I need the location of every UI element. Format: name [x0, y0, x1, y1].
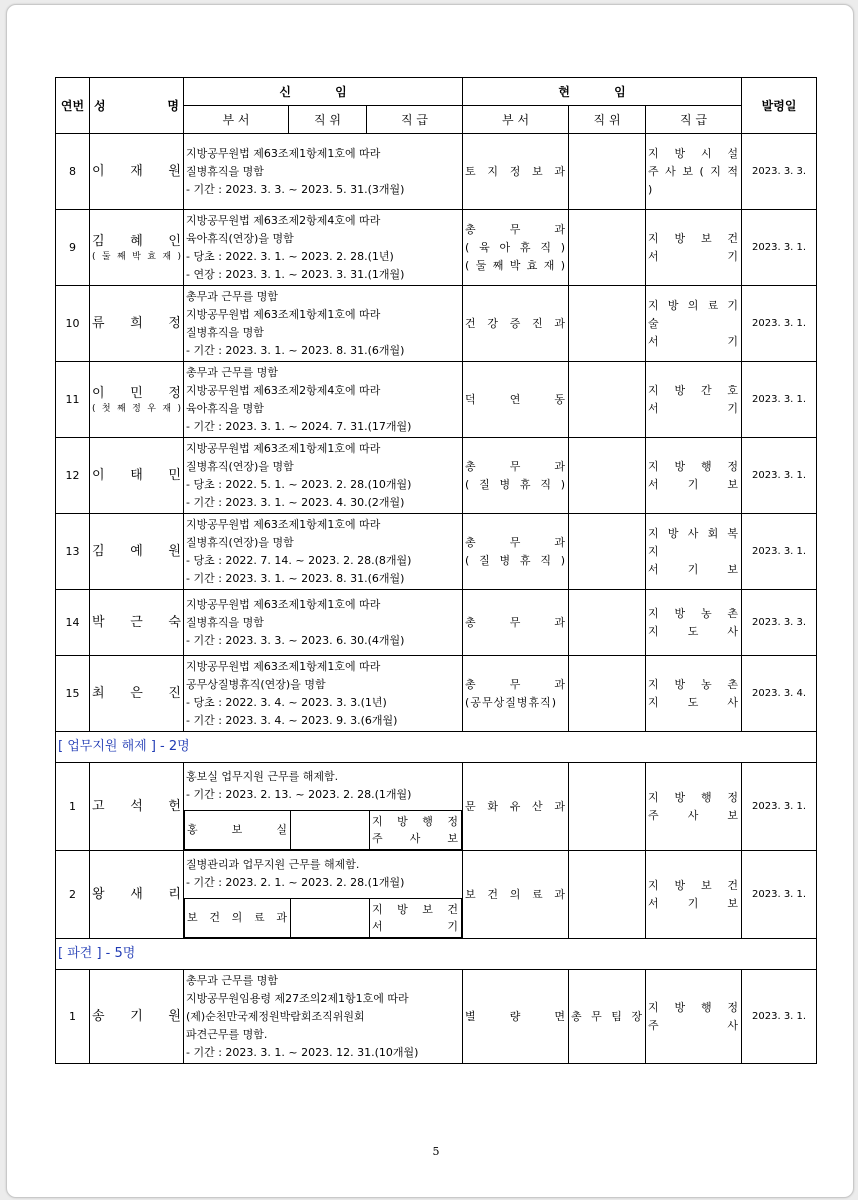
issue-date: 2023. 3. 1.	[742, 970, 817, 1064]
appointment-line: 질병관리과 업무지원 근무를 해제함.	[186, 857, 360, 871]
current-grade	[646, 763, 742, 851]
person-name	[90, 970, 184, 1064]
grade-line: 주 사 보	[372, 831, 460, 845]
name-text: 이 재 원	[92, 163, 181, 179]
appointment-line: - 기간 : 2023. 3. 1. ~ 2023. 8. 31.(6개월)	[186, 571, 405, 585]
current-grade	[646, 362, 742, 438]
appointment-line: 지방공무원법 제63조제2항제4호에 따라	[186, 383, 381, 397]
header-current-grade: 직 급	[646, 106, 742, 134]
current-dept	[463, 851, 569, 939]
issue-date: 2023. 3. 1.	[742, 851, 817, 939]
dept-line: ( 육 아 휴 직 )	[465, 240, 567, 254]
current-dept	[463, 210, 569, 286]
support-detail-table	[184, 810, 462, 850]
dept-line: 덕 연 동	[465, 392, 567, 406]
current-grade	[646, 438, 742, 514]
support-grade	[370, 810, 462, 849]
support-dept: 홍 보 실	[185, 810, 291, 849]
grade-line: 서 기	[648, 401, 740, 415]
person-name	[90, 286, 184, 362]
section-dispatch	[56, 939, 817, 970]
appointment-line: 질병휴직을 명함	[186, 325, 264, 339]
appointment-detail	[184, 134, 463, 210]
dept-line: ( 질 병 휴 직 )	[465, 553, 567, 567]
table-row	[56, 134, 817, 210]
current-grade	[646, 590, 742, 656]
appointment-line: - 기간 : 2023. 3. 3. ~ 2023. 5. 31.(3개월)	[186, 182, 405, 196]
appointment-detail	[184, 590, 463, 656]
appointment-text	[184, 852, 462, 898]
grade-line: 지 방 보 건	[648, 231, 740, 245]
issue-date: 2023. 3. 3.	[742, 590, 817, 656]
current-grade	[646, 851, 742, 939]
person-name	[90, 134, 184, 210]
current-position	[569, 134, 646, 210]
appointment-line: - 당초 : 2022. 5. 1. ~ 2023. 2. 28.(10개월)	[186, 477, 412, 491]
table-row	[56, 514, 817, 590]
current-position	[569, 438, 646, 514]
support-detail-table	[184, 898, 462, 938]
appointment-line: - 기간 : 2023. 3. 3. ~ 2023. 6. 30.(4개월)	[186, 633, 405, 647]
appointment-detail	[184, 362, 463, 438]
current-position	[569, 851, 646, 939]
table-row	[56, 362, 817, 438]
table-row	[56, 851, 817, 939]
header-name: 성 명	[90, 78, 184, 134]
table-row	[56, 210, 817, 286]
name-note: ( 첫 째 정 우 재 )	[92, 403, 181, 414]
row-number: 8	[56, 134, 90, 210]
name-text: 이 태 민	[92, 467, 181, 483]
header-new-position: 직 위	[289, 106, 367, 134]
section-title: [ 업무지원 해제 ] - 2명	[56, 732, 817, 763]
current-dept	[463, 970, 569, 1064]
current-dept	[463, 362, 569, 438]
person-name	[90, 438, 184, 514]
support-detail-row	[185, 898, 462, 937]
dept-line: 총 무 과	[465, 615, 567, 629]
section-support-release	[56, 732, 817, 763]
appointment-line: - 기간 : 2023. 2. 13. ~ 2023. 2. 28.(1개월)	[186, 787, 412, 801]
current-position	[569, 286, 646, 362]
row-number: 14	[56, 590, 90, 656]
appointment-line: 홍보실 업무지원 근무를 해제함.	[186, 769, 339, 783]
appointment-line: 육아휴직(연장)을 명함	[186, 231, 294, 245]
issue-date: 2023. 3. 1.	[742, 286, 817, 362]
dept-line: (공무상질병휴직)	[465, 695, 557, 709]
appointment-line: - 기간 : 2023. 3. 1. ~ 2023. 12. 31.(10개월)	[186, 1045, 419, 1059]
dept-line: 별 량 면	[465, 1009, 567, 1023]
appointment-line: 총무과 근무를 명함	[186, 289, 279, 303]
appointment-line: - 기간 : 2023. 2. 1. ~ 2023. 2. 28.(1개월)	[186, 875, 405, 889]
table-row	[56, 438, 817, 514]
support-grade	[370, 898, 462, 937]
current-grade	[646, 286, 742, 362]
table-row	[56, 970, 817, 1064]
current-dept	[463, 286, 569, 362]
current-dept	[463, 438, 569, 514]
person-name	[90, 590, 184, 656]
row-number: 13	[56, 514, 90, 590]
name-text: 김 혜 인	[92, 233, 181, 249]
table-row	[56, 286, 817, 362]
current-dept	[463, 656, 569, 732]
name-text: 고 석 헌	[92, 798, 181, 814]
dept-line: 문 화 유 산 과	[465, 799, 567, 813]
person-name	[90, 656, 184, 732]
grade-line: 지 도 사	[648, 624, 740, 638]
name-note: ( 둘 째 박 효 재 )	[92, 251, 181, 262]
appointment-detail	[184, 970, 463, 1064]
grade-line: 주 사 보 ( 지 적 )	[648, 164, 740, 196]
row-number: 11	[56, 362, 90, 438]
appointment-line: 지방공무원임용령 제27조의2제1항1호에 따라	[186, 991, 409, 1005]
grade-line: 지 방 간 호	[648, 383, 740, 397]
appointment-line: 공무상질병휴직(연장)을 명함	[186, 677, 326, 691]
current-position	[569, 763, 646, 851]
dept-line: 보 건 의 료 과	[465, 887, 567, 901]
name-text: 박 근 숙	[92, 614, 181, 630]
current-position	[569, 590, 646, 656]
current-position	[569, 210, 646, 286]
row-number: 2	[56, 851, 90, 939]
grade-line: 지 방 보 건	[372, 902, 460, 916]
grade-line: 주 사 보	[648, 808, 740, 822]
appointment-text	[184, 764, 462, 810]
personnel-table	[55, 77, 817, 1064]
grade-line: 서 기 보	[648, 477, 740, 491]
appointment-line: - 기간 : 2023. 3. 4. ~ 2023. 9. 3.(6개월)	[186, 713, 398, 727]
person-name	[90, 514, 184, 590]
grade-line: 주 사	[648, 1018, 740, 1032]
appointment-line: 총무과 근무를 명함	[186, 973, 279, 987]
current-grade	[646, 656, 742, 732]
grade-line: 지 방 행 정	[648, 790, 740, 804]
appointment-line: 지방공무원법 제63조제1항제1호에 따라	[186, 659, 381, 673]
current-grade	[646, 134, 742, 210]
name-text: 송 기 원	[92, 1008, 181, 1024]
appointment-line: - 기간 : 2023. 3. 1. ~ 2023. 4. 30.(2개월)	[186, 495, 405, 509]
grade-line: 지 방 의 료 기 술	[648, 298, 740, 330]
name-text: 왕 새 리	[92, 886, 181, 902]
current-dept	[463, 763, 569, 851]
header-current-post: 현 임	[463, 78, 742, 106]
support-dept: 보 건 의 료 과	[185, 898, 291, 937]
table-row	[56, 590, 817, 656]
appointment-line: - 당초 : 2022. 3. 4. ~ 2023. 3. 3.(1년)	[186, 695, 387, 709]
header-issue-date: 발령일	[742, 78, 817, 134]
table-row	[56, 763, 817, 851]
row-number: 1	[56, 970, 90, 1064]
issue-date: 2023. 3. 1.	[742, 514, 817, 590]
grade-line: 서 기	[372, 919, 460, 933]
header-current-dept: 부 서	[463, 106, 569, 134]
grade-line: 서 기	[648, 334, 740, 348]
grade-line: 지 방 시 설	[648, 146, 740, 160]
row-number: 10	[56, 286, 90, 362]
current-position	[569, 514, 646, 590]
row-number: 12	[56, 438, 90, 514]
current-position	[569, 656, 646, 732]
issue-date: 2023. 3. 1.	[742, 210, 817, 286]
grade-line: 지 방 행 정	[648, 1000, 740, 1014]
grade-line: 서 기 보	[648, 562, 740, 576]
grade-line: 지 도 사	[648, 695, 740, 709]
name-text: 이 민 정	[92, 385, 181, 401]
grade-line: 서 기 보	[648, 896, 740, 910]
appointment-line: 질병휴직을 명함	[186, 615, 264, 629]
appointment-line: 육아휴직을 명함	[186, 401, 264, 415]
appointment-line: 지방공무원법 제63조제1항제1호에 따라	[186, 597, 381, 611]
issue-date: 2023. 3. 3.	[742, 134, 817, 210]
appointment-detail	[184, 656, 463, 732]
appointment-line: 지방공무원법 제63조제1항제1호에 따라	[186, 307, 381, 321]
row-number: 1	[56, 763, 90, 851]
person-name	[90, 210, 184, 286]
name-text: 류 희 정	[92, 315, 181, 331]
appointment-line: - 당초 : 2022. 7. 14. ~ 2023. 2. 28.(8개월)	[186, 553, 412, 567]
appointment-detail	[184, 438, 463, 514]
grade-line: 지 방 행 정	[648, 459, 740, 473]
grade-line: 지 방 농 촌	[648, 606, 740, 620]
issue-date: 2023. 3. 1.	[742, 438, 817, 514]
grade-line: 지 방 보 건	[648, 878, 740, 892]
current-dept	[463, 590, 569, 656]
grade-line: 지 방 행 정	[372, 814, 460, 828]
dept-line: 총 무 과	[465, 677, 567, 691]
table-row	[56, 656, 817, 732]
appointment-detail	[184, 851, 463, 939]
support-position	[291, 810, 370, 849]
appointment-line: 질병휴직(연장)을 명함	[186, 459, 294, 473]
current-grade	[646, 970, 742, 1064]
issue-date: 2023. 3. 1.	[742, 362, 817, 438]
section-title: [ 파견 ] - 5명	[56, 939, 817, 970]
dept-line: ( 둘 째 박 효 재 )	[465, 258, 567, 272]
header-no: 연번	[56, 78, 90, 134]
appointment-detail	[184, 514, 463, 590]
dept-line: 건 강 증 진 과	[465, 316, 567, 330]
appointment-line: 지방공무원법 제63조제1항제1호에 따라	[186, 441, 381, 455]
appointment-line: 총무과 근무를 명함	[186, 365, 279, 379]
dept-line: 총 무 과	[465, 535, 567, 549]
appointment-line: 파견근무를 명함.	[186, 1027, 268, 1041]
document-page	[6, 4, 854, 1198]
current-dept	[463, 514, 569, 590]
appointment-detail	[184, 210, 463, 286]
current-grade	[646, 210, 742, 286]
row-number: 9	[56, 210, 90, 286]
header-new-dept: 부 서	[184, 106, 289, 134]
person-name	[90, 763, 184, 851]
appointment-line: 질병휴직을 명함	[186, 164, 264, 178]
current-dept	[463, 134, 569, 210]
support-position	[291, 898, 370, 937]
grade-line: 서 기	[648, 249, 740, 263]
header-new-grade: 직 급	[367, 106, 463, 134]
header-current-position: 직 위	[569, 106, 646, 134]
grade-line: 지 방 농 촌	[648, 677, 740, 691]
current-position	[569, 362, 646, 438]
current-position: 총 무 팀 장	[569, 970, 646, 1064]
appointment-detail	[184, 286, 463, 362]
appointment-line: 지방공무원법 제63조제2항제4호에 따라	[186, 213, 381, 227]
appointment-line: 지방공무원법 제63조제1항제1호에 따라	[186, 517, 381, 531]
header-new-post: 신 임	[184, 78, 463, 106]
name-text: 최 은 진	[92, 685, 181, 701]
appointment-line: - 기간 : 2023. 3. 1. ~ 2024. 7. 31.(17개월)	[186, 419, 412, 433]
row-number: 15	[56, 656, 90, 732]
dept-line: 토 지 정 보 과	[465, 164, 567, 178]
current-grade	[646, 514, 742, 590]
page-number: 5	[432, 1145, 440, 1158]
grade-line: 지 방 사 회 복 지	[648, 526, 740, 558]
appointment-line: - 기간 : 2023. 3. 1. ~ 2023. 8. 31.(6개월)	[186, 343, 405, 357]
appointment-line: - 당초 : 2022. 3. 1. ~ 2023. 2. 28.(1년)	[186, 249, 394, 263]
appointment-line: (제)순천만국제정원박람회조직위원회	[186, 1009, 365, 1023]
name-text: 김 예 원	[92, 543, 181, 559]
person-name	[90, 851, 184, 939]
appointment-line: 질병휴직(연장)을 명함	[186, 535, 294, 549]
issue-date: 2023. 3. 1.	[742, 763, 817, 851]
dept-line: 총 무 과	[465, 222, 567, 236]
dept-line: 총 무 과	[465, 459, 567, 473]
support-detail-row	[185, 810, 462, 849]
appointment-line: - 연장 : 2023. 3. 1. ~ 2023. 3. 31.(1개월)	[186, 267, 405, 281]
appointment-detail	[184, 763, 463, 851]
issue-date: 2023. 3. 4.	[742, 656, 817, 732]
appointment-line: 지방공무원법 제63조제1항제1호에 따라	[186, 146, 381, 160]
person-name	[90, 362, 184, 438]
dept-line: ( 질 병 휴 직 )	[465, 477, 567, 491]
